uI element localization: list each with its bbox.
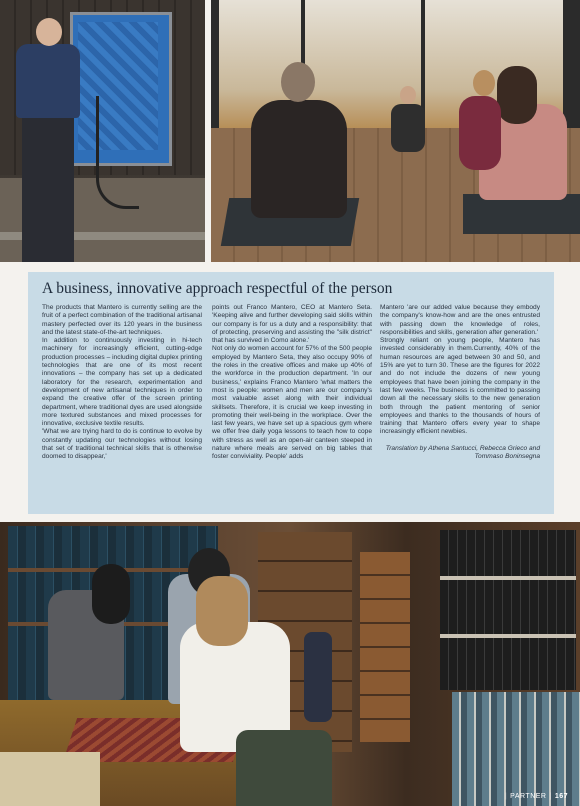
paragraph: 'What we are trying hard to do is continue to evolve by constantly updating our technologies without losing that set of traditional technical skills that is otherwise doomed to disappear,': [42, 428, 202, 461]
photo-archive-library: [0, 522, 580, 806]
article-column-2: [212, 304, 372, 462]
footer-separator: |: [549, 793, 552, 800]
article-panel: [28, 272, 554, 514]
photo-yoga-class: [211, 0, 580, 262]
page-number: 167: [554, 793, 568, 800]
article-column-3: [380, 304, 540, 461]
article-column-1: [42, 304, 202, 462]
photo-screen-washing: [0, 0, 205, 262]
translation-credit: Translation by Athena Santucci, Rebecca Grieco and Tommaso Boninsegna: [385, 444, 540, 461]
paragraph: The products that Mantero is currently selling are the fruit of a perfect combination of the traditional artisanal mastery perfected over its 120 years in the business and the latest state-of-the-art techniques.: [42, 304, 202, 336]
paragraph: In addition to continuously investing in hi-tech machinery for increasingly efficient, cutting-edge production processes – including digital duplex printing technologies that are one of its most recent innovations – the company has set up a dedicated laboratory for the research, experimentation and development of new artisanal techniques in order to expand the creative offer of the screen printing department, where traditional dyes are used alongside more textured substances and mixed processes for innovative, exclusive textile results.: [42, 337, 202, 428]
article-headline: A business, innovative approach respectful of the person: [42, 280, 393, 297]
paragraph: points out Franco Mantero, CEO at Mantero Seta. 'Keeping alive and further developing said skills within our company is for us a duty and a responsibility: that of protecting, preserving and assisting the "silk district" that has survived in Como alone.': [212, 304, 372, 345]
footer-section: PARTNER: [510, 793, 547, 800]
paragraph: Strongly reliant on young people, Mantero has invested considerably in them.Currently, 40% of the human resources are aged between 30 and 50, and 15% are yet to turn 30. These are the figures for 2022 and do not include the dozens of new young employees that have been joining the company in the last few weeks. The business is committed to passing down all the necessary skills to the new generation both through the patient mentoring of senior employees and thanks to the thousands of hours of training that Mantero offers every year to shape increasingly efficient newbies.: [380, 337, 540, 436]
paragraph: Not only do women account for 57% of the 500 people employed by Mantero Seta, they also occupy 90% of the roles in the creative offices and make up 40% of the workforce in the production department. 'In our business,' explains Franco Mantero 'what matters the most is people: women and men are our company's most valuable asset along with their individual skillsets. Therefore, it is crucial we keep investing in promoting their well-being in the workplace. Over the last few years, we have set up a spacious gym where we offer free daily yoga lessons to teach how to cope with stress as well as an open-air canteen steeped in nature where meals are served on big tables that foster conviviality. People' adds: [212, 345, 372, 461]
page-footer: [502, 793, 568, 800]
paragraph: Mantero 'are our added value because they embody the company's know-how and are the ones entrusted with passing down the knowledge of roles, responsibilities and skills, generation after generation.': [380, 304, 540, 336]
footer-separator: |: [504, 793, 508, 800]
